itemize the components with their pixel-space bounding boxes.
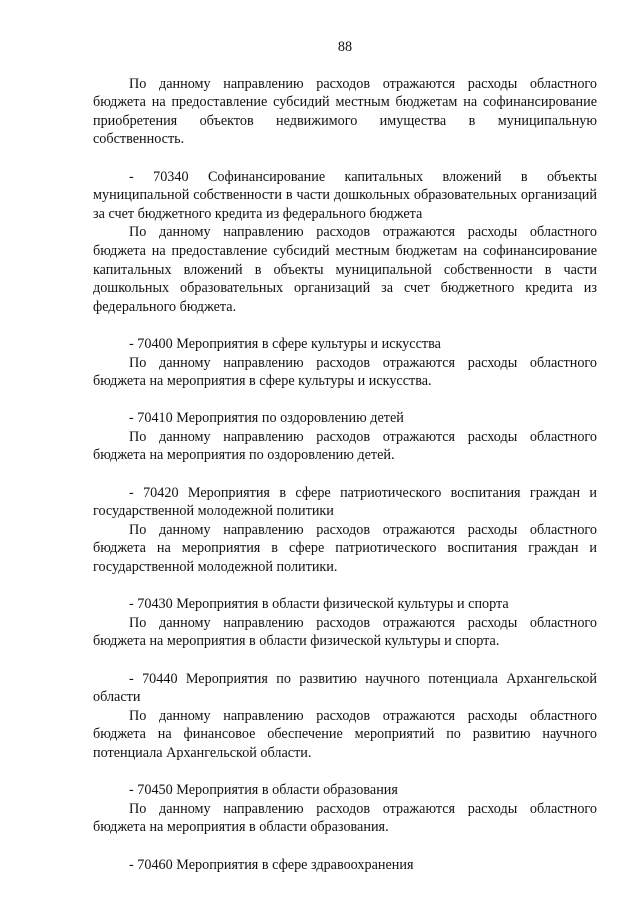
spacer: [93, 837, 597, 856]
paragraph: По данному направлению расходов отражаются расходы областного бюджета на предоставление субсидий местным бюджетам на софинансирование капитальных вложений в объекты муниципальной собственности в части дошкольных образовательных организаций за счет бюджетного кредита из федерального бюджета.: [93, 224, 597, 315]
page-number: 88: [337, 39, 353, 55]
section-heading: - 70420 Мероприятия в сфере патриотического воспитания граждан и государственной молодежной политики: [93, 484, 597, 520]
paragraph: По данному направлению расходов отражаются расходы областного бюджета на мероприятия в области физической культуры и спорта.: [93, 614, 597, 650]
paragraph: По данному направлению расходов отражаются расходы областного бюджета на мероприятия по оздоровлению детей.: [93, 428, 597, 464]
spacer: [93, 391, 597, 410]
section-heading: - 70430 Мероприятия в области физической культуры и спорта: [129, 596, 509, 613]
spacer: [93, 577, 597, 596]
section-heading: - 70440 Мероприятия по развитию научного потенциала Архангельской области: [93, 670, 597, 706]
section-heading: - 70400 Мероприятия в сфере культуры и искусства: [129, 335, 441, 352]
spacer: [93, 316, 597, 335]
spacer: [93, 763, 597, 782]
section-heading: - 70450 Мероприятия в области образования: [129, 782, 398, 799]
paragraph: По данному направлению расходов отражаются расходы областного бюджета на финансовое обеспечение мероприятий по развитию научного потенциала Архангельской области.: [93, 707, 597, 761]
section-heading: - 70460 Мероприятия в сфере здравоохранения: [129, 856, 414, 873]
spacer: [93, 651, 597, 670]
paragraph: По данному направлению расходов отражаются расходы областного бюджета на мероприятия в сфере патриотического воспитания граждан и государственной молодежной политики.: [93, 521, 597, 576]
spacer: [93, 465, 597, 484]
spacer: [93, 149, 597, 168]
section-heading: - 70340 Софинансирование капитальных вложений в объекты муниципальной собственности в части дошкольных образовательных организаций за счет бюджетного кредита из федерального бюджета: [93, 168, 597, 222]
section-heading: - 70410 Мероприятия по оздоровлению детей: [129, 410, 404, 427]
paragraph: По данному направлению расходов отражаются расходы областного бюджета на предоставление субсидий местным бюджетам на софинансирование приобретения объектов недвижимого имущества в муниципальную собственность.: [93, 75, 597, 148]
paragraph: По данному направлению расходов отражаются расходы областного бюджета на мероприятия в области образования.: [93, 800, 597, 836]
paragraph: По данному направлению расходов отражаются расходы областного бюджета на мероприятия в сфере культуры и искусства.: [93, 354, 597, 390]
